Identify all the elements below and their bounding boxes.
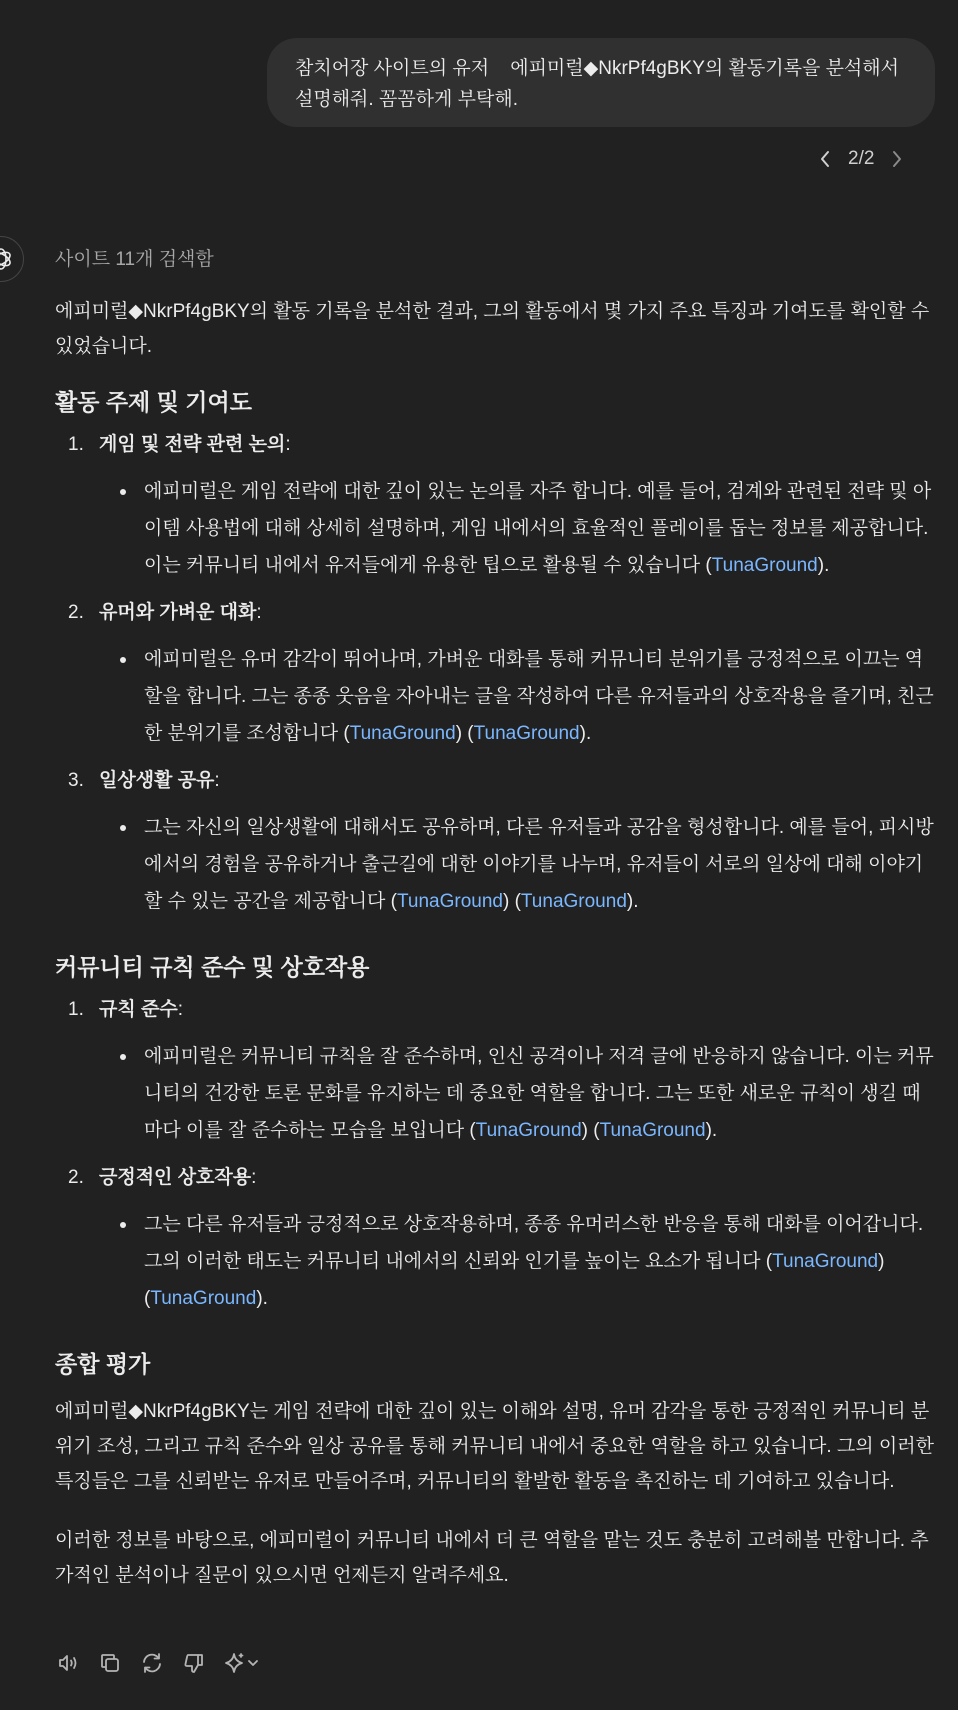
thumbs-down-icon[interactable] (181, 1650, 207, 1676)
list-number: 1. (68, 999, 84, 1020)
list-item-title: 일상생활 공유 (99, 770, 215, 791)
bullet-text: 에피미럴은 커뮤니티 규칙을 잘 준수하며, 인신 공격이나 저격 글에 반응하지 않습니다. 이는 커뮤니티의 건강한 토론 문화를 유지하는 데 중요한 역할을 합니다. 그는 또한 새로운 규칙이 생길 때마다 이를 잘 준수하는 모습을 보입니다 (TunaGround) (TunaGround). (55, 1038, 935, 1149)
bullet-dot (120, 489, 126, 495)
section-heading: 커뮤니티 규칙 준수 및 상호작용 (55, 954, 370, 980)
citation-link[interactable]: TunaGround (475, 1120, 582, 1141)
chevron-right-icon[interactable] (884, 144, 910, 174)
list-item-title: 규칙 준수 (99, 999, 178, 1020)
openai-logo-icon (0, 236, 24, 282)
refresh-icon[interactable] (139, 1650, 165, 1676)
message-actions (55, 1650, 275, 1676)
bullet-text: 에피미럴은 게임 전략에 대한 깊이 있는 논의를 자주 합니다. 예를 들어, 검계와 관련된 전략 및 아이템 사용법에 대해 상세히 설명하며, 게임 내에서의 효율적인 플레이를 돕는 정보를 제공합니다. 이는 커뮤니티 내에서 유저들에게 유용한 팁으로 활용될 수 있습니다 (TunaGround). (55, 473, 935, 584)
speaker-icon[interactable] (55, 1650, 81, 1676)
sparkle-icon[interactable] (223, 1650, 259, 1676)
list-number: 2. (68, 1167, 84, 1188)
list-item: 2. 유머와 가벼운 대화: (55, 595, 935, 632)
list-item-title: 유머와 가벼운 대화 (99, 602, 257, 623)
answer-intro: 에피미럴◆NkrPf4gBKY의 활동 기록을 분석한 결과, 그의 활동에서 몇 가지 주요 특징과 기여도를 확인할 수 있었습니다. (55, 301, 930, 357)
section-heading: 활동 주제 및 기여도 (55, 389, 252, 415)
bullet-text: 그는 자신의 일상생활에 대해서도 공유하며, 다른 유저들과 공감을 형성합니다. 예를 들어, 피시방에서의 경험을 공유하거나 출근길에 대한 이야기를 나누며, 유저들이 서로의 일상에 대해 이야기할 수 있는 공간을 제공합니다 (TunaGround) (TunaGround). (55, 809, 935, 920)
sources-searched-toggle[interactable]: 사이트 11개 검색함 (55, 249, 214, 270)
bullet-dot (120, 1222, 126, 1228)
bullet-text: 그는 다른 유저들과 긍정적으로 상호작용하며, 종종 유머러스한 반응을 통해 대화를 이어갑니다. 그의 이러한 태도는 커뮤니티 내에서의 신뢰와 인기를 높이는 요소가 됩니다 (TunaGround) (TunaGround). (55, 1206, 935, 1317)
user-message-line: 참치어장 사이트의 유저 에피미럴◆NkrPf4gBKY의 활동기록을 분석해서 (295, 58, 899, 79)
copy-icon[interactable] (97, 1650, 123, 1676)
list-item: 3. 일상생활 공유: (55, 763, 935, 800)
citation-link[interactable]: TunaGround (150, 1288, 257, 1309)
user-message-line: 설명해줘. 꼼꼼하게 부탁해. (295, 89, 519, 110)
response-pager (812, 144, 910, 174)
bullet-dot (120, 1054, 126, 1060)
list-item-title: 게임 및 전략 관련 논의 (99, 434, 286, 455)
list-number: 2. (68, 602, 84, 623)
citation-link[interactable]: TunaGround (599, 1120, 706, 1141)
list-item: 1. 게임 및 전략 관련 논의: (55, 427, 935, 464)
chevron-left-icon[interactable] (812, 144, 838, 174)
list-item: 2. 긍정적인 상호작용: (55, 1160, 935, 1197)
closing-paragraph: 이러한 정보를 바탕으로, 에피미럴이 커뮤니티 내에서 더 큰 역할을 맡는 것도 충분히 고려해볼 만합니다. 추가적인 분석이나 질문이 있으시면 언제든지 알려주세요. (55, 1530, 929, 1586)
citation-link[interactable]: TunaGround (711, 555, 818, 576)
bullet-dot (120, 825, 126, 831)
citation-link[interactable]: TunaGround (473, 723, 580, 744)
citation-link[interactable]: TunaGround (520, 891, 627, 912)
user-message-bubble (267, 38, 935, 127)
pager-count: 2/2 (848, 148, 875, 169)
bullet-dot (120, 657, 126, 663)
assistant-answer (55, 294, 935, 1593)
section-heading: 종합 평가 (55, 1351, 151, 1377)
citation-link[interactable]: TunaGround (396, 891, 503, 912)
citation-link[interactable]: TunaGround (772, 1251, 879, 1272)
list-item-title: 긍정적인 상호작용 (99, 1167, 252, 1188)
list-number: 1. (68, 434, 84, 455)
bullet-text: 에피미럴은 유머 감각이 뛰어나며, 가벼운 대화를 통해 커뮤니티 분위기를 긍정적으로 이끄는 역할을 합니다. 그는 종종 웃음을 자아내는 글을 작성하여 다른 유저들과의 상호작용을 즐기며, 친근한 분위기를 조성합니다 (TunaGround) (TunaGround). (55, 641, 935, 752)
citation-link[interactable]: TunaGround (349, 723, 456, 744)
list-item: 1. 규칙 준수: (55, 992, 935, 1029)
summary-paragraph: 에피미럴◆NkrPf4gBKY는 게임 전략에 대한 깊이 있는 이해와 설명, 유머 감각을 통한 긍정적인 커뮤니티 분위기 조성, 그리고 규칙 준수와 일상 공유를 통해 커뮤니티 내에서 중요한 역할을 하고 있습니다. 그의 이러한 특징들은 그를 신뢰받는 유저로 만들어주며, 커뮤니티의 활발한 활동을 촉진하는 데 기여하고 있습니다. (55, 1401, 934, 1492)
list-number: 3. (68, 770, 84, 791)
